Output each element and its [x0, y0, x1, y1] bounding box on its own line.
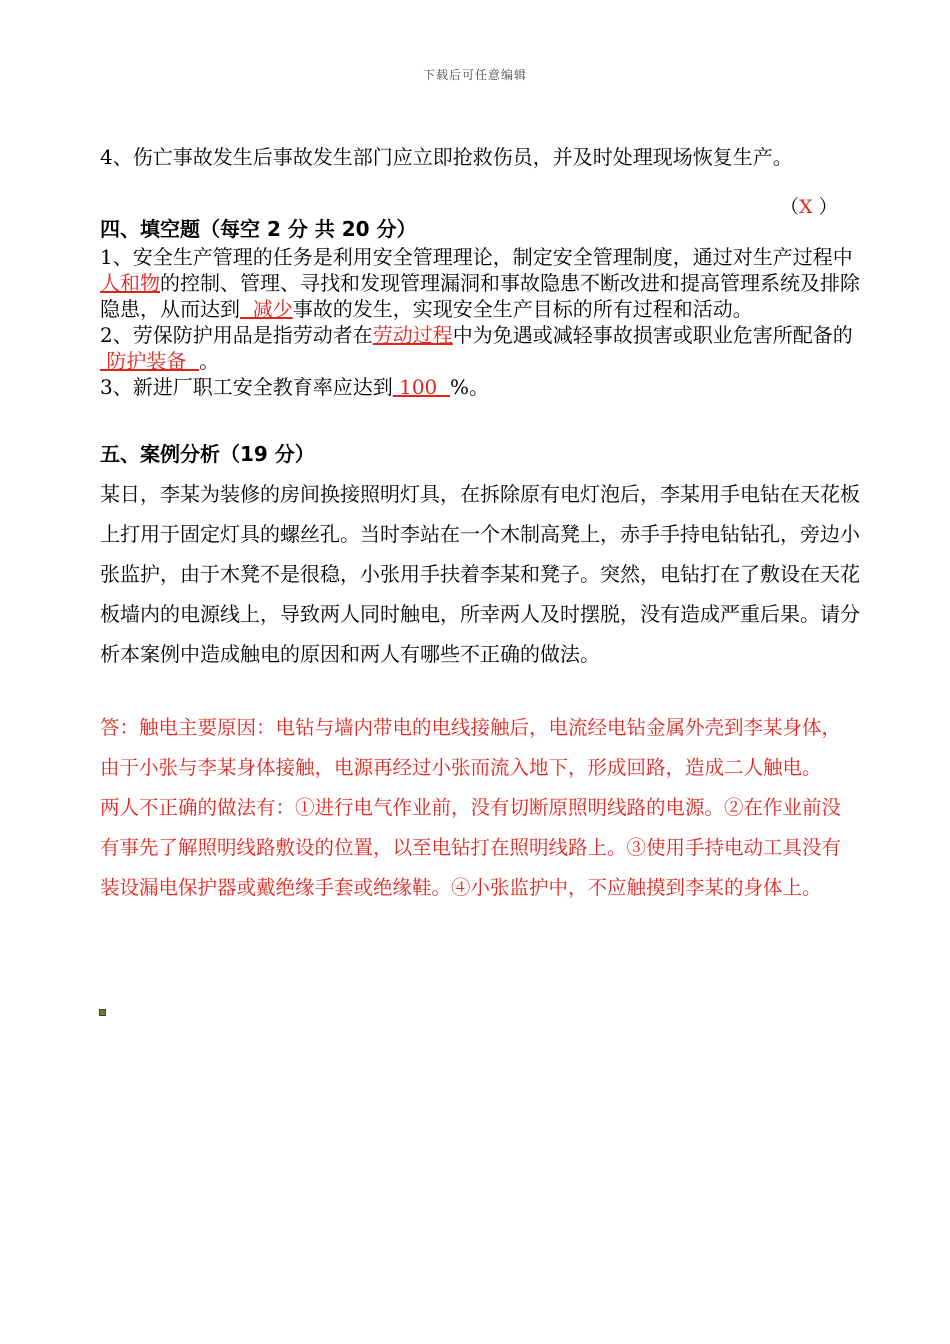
fill-item-2-blank-2: 防护装备 — [100, 349, 200, 373]
fill-item-1 — [100, 244, 860, 322]
case-text: 某日，李某为装修的房间换接照明灯具，在拆除原有电灯泡后，李某用手电钻在天花板上打用于固定灯具的螺丝孔。当时李站在一个木制高凳上，赤手手持电钻钻孔，旁边小张监护，由于木凳不是很稳，小张用手扶着李某和凳子。突然，电钻打在了敷设在天花板墙内的电源线上，导致两人同时触电，所幸两人及时摆脱，没有造成严重后果。请分析本案例中造成触电的原因和两人有哪些不正确的做法。 — [100, 482, 860, 666]
fill-item-1-text-c: 事故的发生，实现安全生产目标的所有过程和活动。 — [292, 297, 753, 321]
fill-item-1-text-a: 1、安全生产管理的任务是利用安全管理理论，制定安全管理制度，通过对生产过程中 — [100, 245, 853, 269]
case-description — [100, 474, 860, 674]
answer-x-mark: X — [799, 196, 813, 218]
case-answer — [100, 708, 860, 908]
answer-open-paren: （ — [780, 196, 800, 218]
fill-in-section — [100, 244, 860, 400]
case-answer-mistakes: 两人不正确的做法有：①进行电气作业前，没有切断原照明线路的电源。②在作业前没有事先了解照明线路敷设的位置，以至电钻打在照明线路上。③使用手持电动工具没有装设漏电保护器或戴绝缘手套或绝缘鞋。④小张监护中，不应触摸到李某的身体上。 — [100, 796, 842, 899]
fill-item-1-blank-2: 减少 — [240, 297, 293, 321]
page-header: 下载后可任意编辑 — [422, 68, 527, 82]
fill-item-2-text-b: 中为免遇或减轻事故损害或职业危害所配备的 — [452, 323, 853, 347]
fill-item-2-blank-1: 劳动过程 — [372, 323, 453, 347]
question-4: 4、伤亡事故发生后事故发生部门应立即抢救伤员，并及时处理现场恢复生产。 — [100, 145, 793, 169]
small-image-icon — [99, 1009, 106, 1016]
fill-item-3-text-b: %。 — [449, 375, 489, 399]
fill-item-2-text-c: 。 — [199, 349, 220, 373]
section-4-title: 四、填空题（每空 2 分 共 20 分） — [100, 217, 417, 241]
fill-item-1-text-b: 的控制、管理、寻找和发现管理漏洞和事故隐患不断改进和提高管理系统及排除隐患，从而达到 — [100, 271, 860, 321]
case-answer-cause: 答：触电主要原因：电钻与墙内带电的电线接触后，电流经电钻金属外壳到李某身体，由于小张与李某身体接触，电源再经过小张而流入地下，形成回路，造成二人触电。 — [100, 716, 842, 779]
fill-item-3 — [100, 374, 860, 400]
fill-item-2 — [100, 322, 860, 374]
fill-item-1-blank-1: 人和物 — [100, 271, 160, 295]
fill-item-3-blank-1: 100 — [392, 375, 450, 399]
fill-item-3-text-a: 3、新进厂职工安全教育率应达到 — [100, 375, 393, 399]
answer-close-paren: ） — [812, 196, 838, 218]
section-5-title: 五、案例分析（19 分） — [100, 442, 315, 466]
fill-item-2-text-a: 2、劳保防护用品是指劳动者在 — [100, 323, 373, 347]
